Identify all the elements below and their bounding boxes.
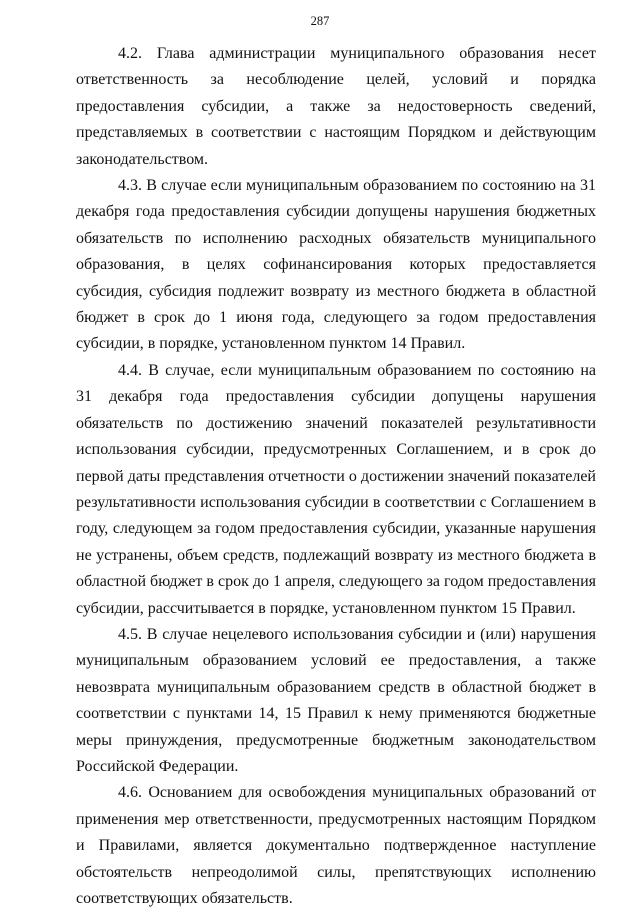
- page-number: 287: [310, 14, 330, 28]
- paragraph-4-5: 4.5. В случае нецелевого использования субсидии и (или) нарушения муниципальным образованием условий ее предоставления, а также невозврата муниципальным образованием средств в областной бюджет в соответствии с пунктами 14, 15 Правил к нему применяются бюджетные меры принуждения, предусмотренные бюджетным законодательством Российской Федерации.: [76, 625, 596, 775]
- document-body: [76, 41, 596, 912]
- paragraph-4-2: 4.2. Глава администрации муниципального образования несет ответственность за несоблюдение целей, условий и порядка предоставления субсидии, а также за недостоверность сведений, представляемых в соответствии с настоящим Порядком и действующим законодательством.: [76, 45, 596, 168]
- paragraph-4-6: 4.6. Основанием для освобождения муниципальных образований от применения мер ответственности, предусмотренных настоящим Порядком и Правилами, является документально подтвержденное наступление обстоятельств непреодолимой силы, препятствующих исполнению соответствующих обязательств.: [76, 784, 596, 907]
- paragraph-4-4: 4.4. В случае, если муниципальным образованием по состоянию на 31 декабря года предоставления субсидии допущены нарушения обязательств по достижению значений показателей результативности использования субсидии, предусмотренных Соглашением, и в срок до первой даты представления отчетности о достижении значений показателей результативности использования субсидии в соответствии с Соглашением в году, следующем за годом предоставления субсидии, указанные нарушения не устранены, объем средств, подлежащий возврату из местного бюджета в областной бюджет в срок до 1 апреля, следующего за годом предоставления субсидии, рассчитывается в порядке, установленном пунктом 15 Правил.: [76, 361, 596, 617]
- paragraph-4-3: 4.3. В случае если муниципальным образованием по состоянию на 31 декабря года предоставления субсидии допущены нарушения бюджетных обязательств по исполнению расходных обязательств муниципального образования, в целях софинансирования которых предоставляется субсидия, субсидия подлежит возврату из местного бюджета в областной бюджет в срок до 1 июня года, следующего за годом предоставления субсидии, в порядке, установленном пунктом 14 Правил.: [76, 177, 596, 353]
